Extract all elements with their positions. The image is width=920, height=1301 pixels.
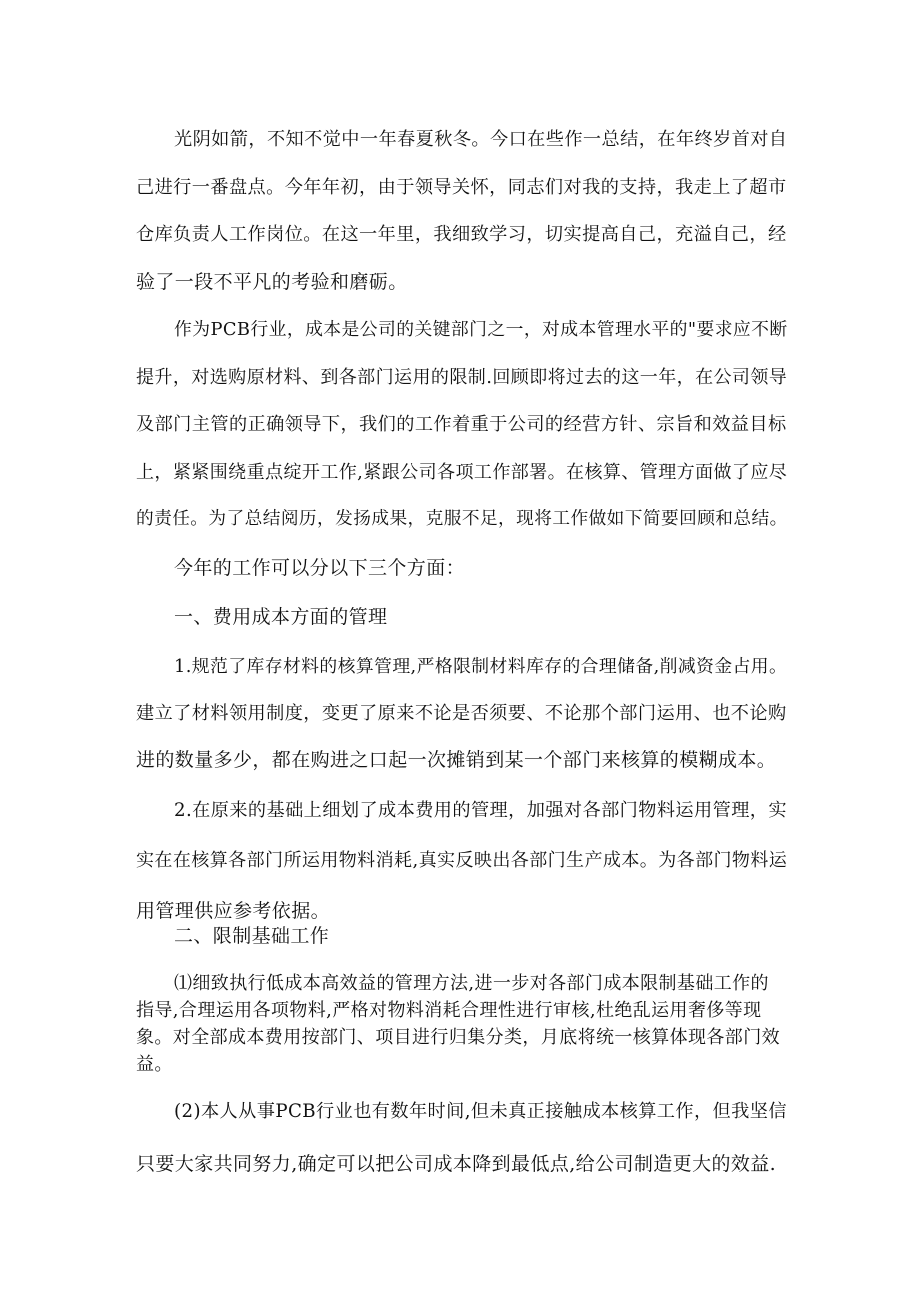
- text-line: ⑴细致执行低成本高效益的管理方法,进一步对各部门成本限制基础工作的: [174, 973, 769, 994]
- section-heading: 一、费用成本方面的管理: [174, 606, 388, 628]
- paragraph-pcb-cost: [136, 306, 790, 544]
- text-line: (2)本人从事PCB行业也有数年时间,但未真正接触成本核算工作，但我坚信: [174, 1101, 787, 1122]
- text-line: 1.规范了库存材料的核算管理,严格限制材料库存的合理储备,削减资金占用。: [174, 656, 788, 677]
- text-line: 象。对全部成本费用按部门、项目进行归集分类，月底将统一核算体现各部门效: [136, 1027, 780, 1048]
- text-line: 实在在核算各部门所运用物料消耗,真实反映出各部门生产成本。为各部门物料运: [136, 850, 788, 871]
- text-line: 进的数量多少，都在购进之口起一次摊销到某一个部门来核算的模糊成本。: [136, 749, 777, 771]
- text-line: 验了一段不平凡的考验和磨砺。: [136, 270, 408, 293]
- text-line: 今年的工作可以分以下三个方面：: [174, 557, 466, 579]
- text-line: 2.在原来的基础上细划了成本费用的管理，加强对各部门物料运用管理，实: [174, 800, 787, 821]
- text-line: 用管理供应参考依据。: [136, 900, 331, 922]
- text-line: 提升，对选购原材料、到各部门运用的限制.回顾即将过去的这一年，在公司领导: [136, 366, 788, 388]
- text-line: 指导,合理运用各项物料,严格对物料消耗合理性进行审核,杜绝乱运用奢侈等现: [136, 1000, 762, 1021]
- paragraph-item-1: [136, 643, 790, 784]
- paragraph-three-aspects: [136, 545, 790, 593]
- text-line: 只要大家共同努力,确定可以把公司成本降到最低点,给公司制造更大的效益.: [136, 1153, 777, 1175]
- heading-control-basics: [136, 921, 790, 951]
- text-line: 的责任。为了总结阅历，发扬成果，克服不足，现将工作做如下简要回顾和总结。: [136, 509, 788, 529]
- text-line: 己进行一番盘点。今年年初，由于领导关怀，同志们对我的支持，我走上了超市: [136, 176, 787, 198]
- paragraph-item-a: [136, 970, 790, 1078]
- text-line: 上，紧紧围绕重点绽开工作,紧跟公司各项工作部署。在核算、管理方面做了应尽: [136, 461, 788, 483]
- paragraph-intro: [136, 116, 790, 306]
- text-line: 建立了材料领用制度，变更了原来不论是否须要、不论那个部门运用、也不论购: [136, 703, 787, 724]
- paragraph-item-2: [136, 786, 790, 936]
- text-line: 益。: [136, 1054, 173, 1075]
- heading-cost-management: [136, 594, 790, 642]
- text-line: 作为PCB行业，成本是公司的关键部门之一，对成本管理水平的"要求应不断: [174, 319, 788, 340]
- text-line: 光阴如箭，不知不觉中一年春夏秋冬。今口在些作一总结，在年终岁首对自: [174, 129, 788, 150]
- paragraph-item-b: [136, 1086, 790, 1190]
- section-heading: 二、限制基础工作: [174, 925, 330, 947]
- text-line: 仓库负责人工作岗位。在这一年里，我细致学习，切实提高自己，充溢自己，经: [136, 224, 787, 245]
- text-line: 及部门主管的正确领导下，我们的工作着重于公司的经营方针、宗旨和效益目标: [136, 414, 787, 435]
